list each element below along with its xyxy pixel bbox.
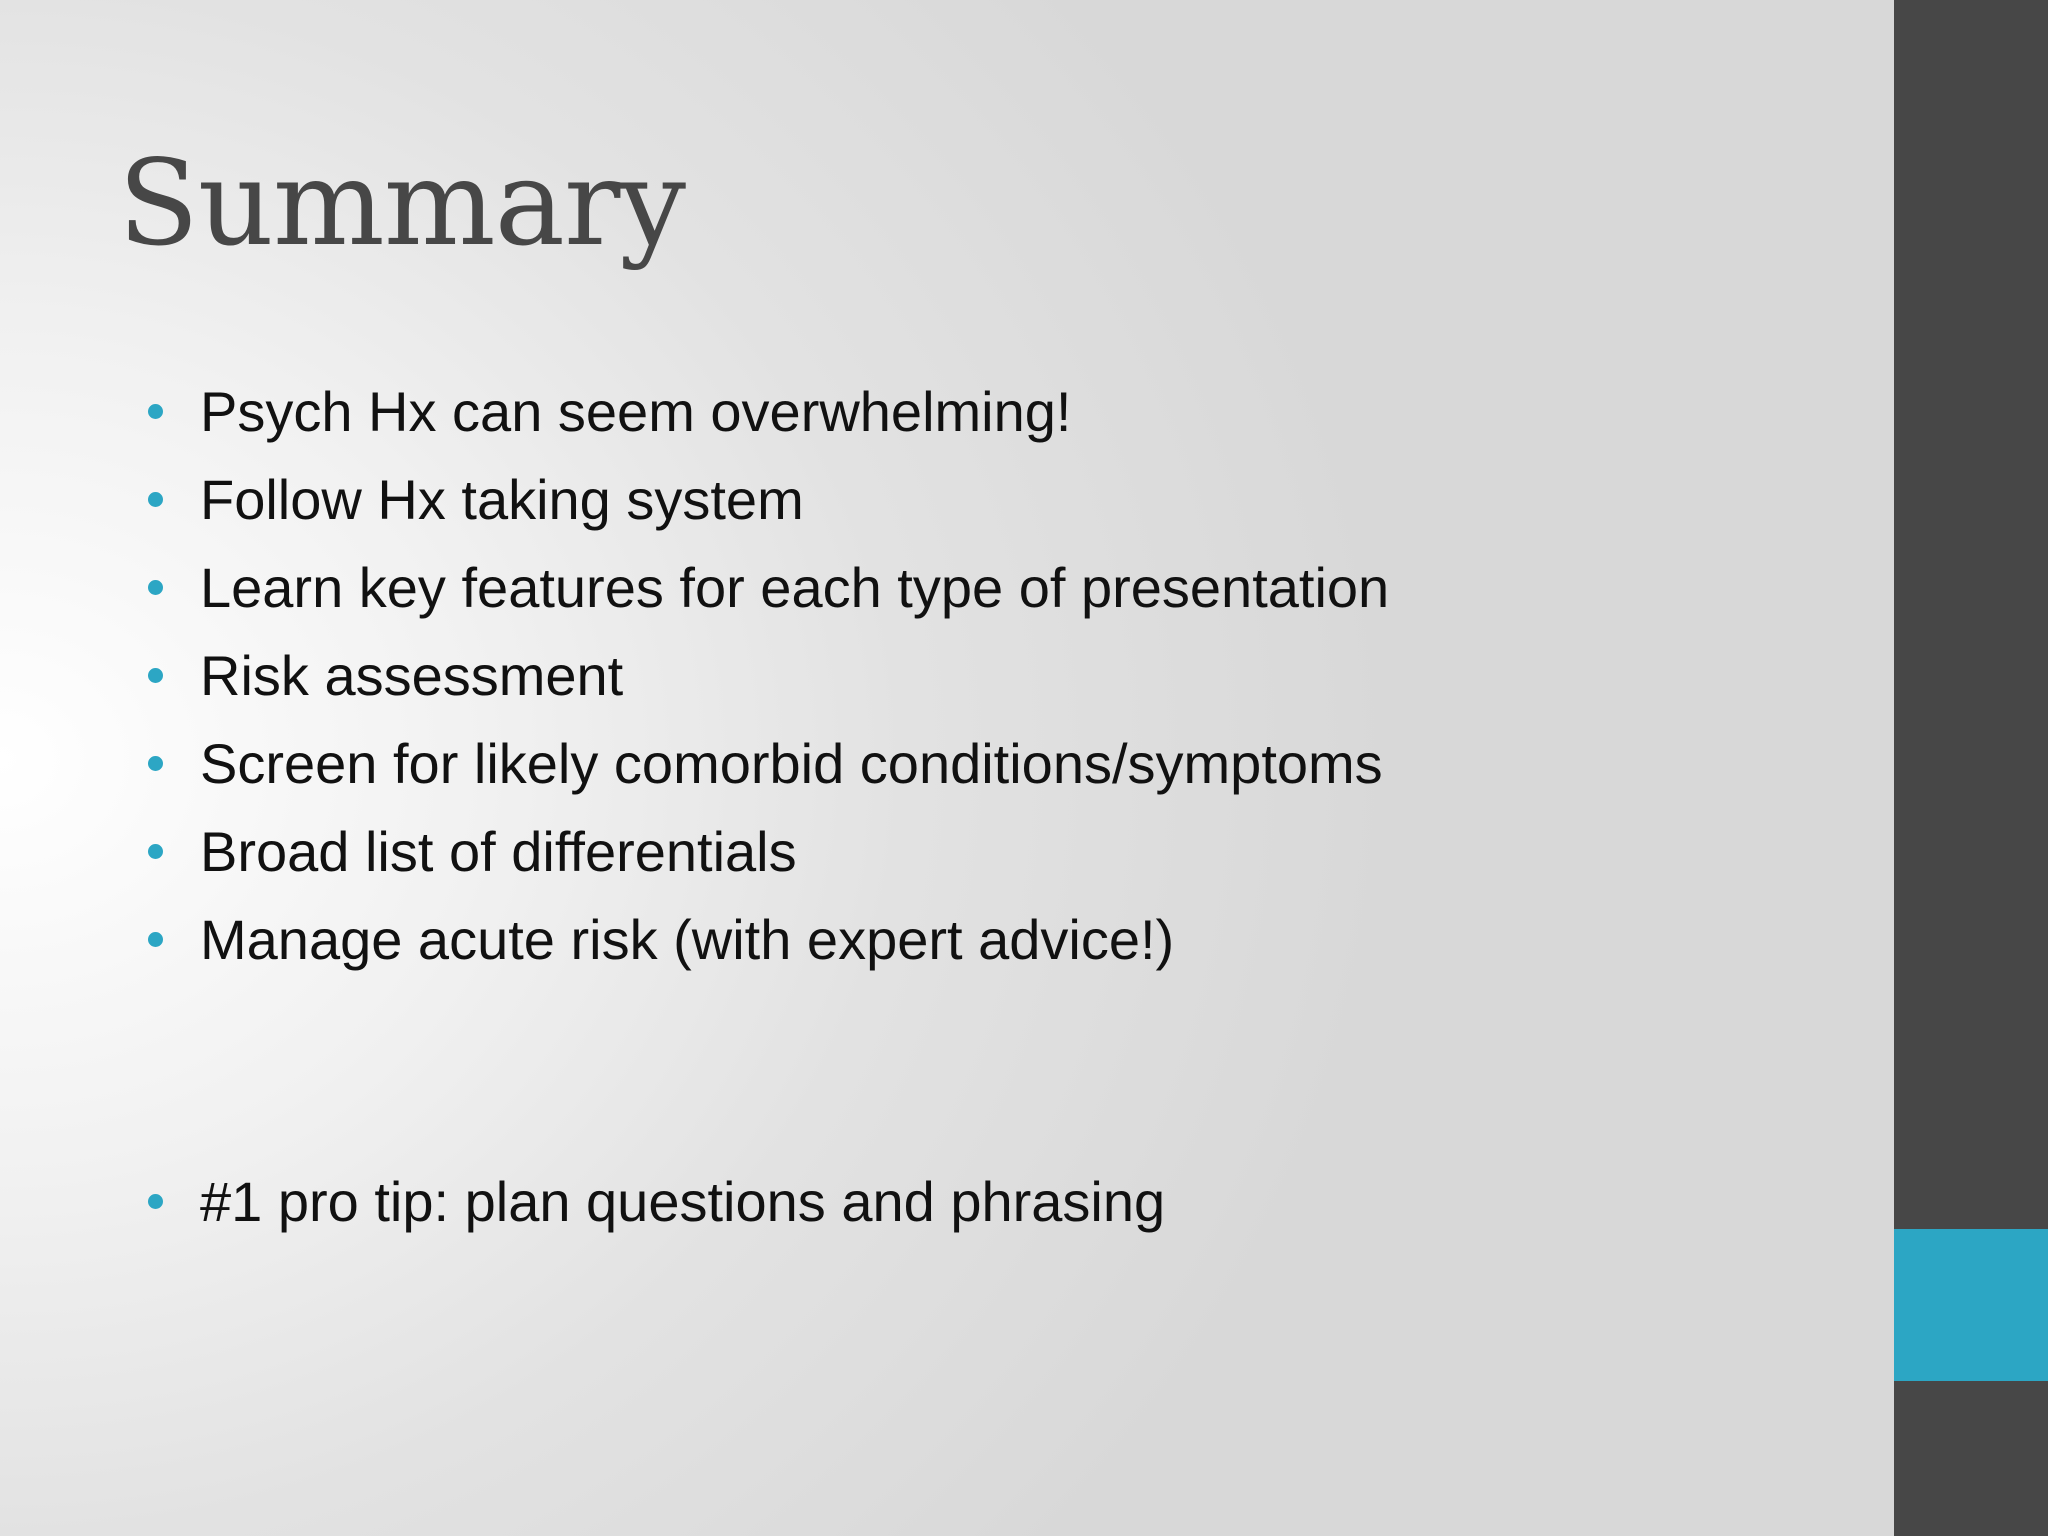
pro-tip-item — [148, 1158, 1848, 1246]
bullet-text: Risk assessment — [200, 644, 624, 707]
bullet-dot-icon — [148, 668, 163, 683]
bullet-text: Manage acute risk (with expert advice!) — [200, 908, 1175, 971]
bullet-item — [148, 632, 1848, 720]
bullet-dot-icon — [148, 844, 163, 859]
bullet-item — [148, 808, 1848, 896]
bullet-text: Screen for likely comorbid conditions/symptoms — [200, 732, 1383, 795]
bullet-text: Follow Hx taking system — [200, 468, 804, 531]
bullet-item — [148, 368, 1848, 456]
slide-title: Summary — [118, 134, 686, 272]
bullet-item — [148, 896, 1848, 984]
bullet-item — [148, 720, 1848, 808]
bullet-dot-icon — [148, 932, 163, 947]
bullet-dot-icon — [148, 756, 163, 771]
bullet-text: Learn key features for each type of presentation — [200, 556, 1390, 619]
bullet-dot-icon — [148, 492, 163, 507]
bullet-dot-icon — [148, 404, 163, 419]
pro-tip-text: #1 pro tip: plan questions and phrasing — [200, 1170, 1166, 1233]
bullet-dot-icon — [148, 580, 163, 595]
bullet-list — [148, 368, 1848, 1246]
bullet-item — [148, 456, 1848, 544]
bullet-dot-icon — [148, 1194, 163, 1209]
side-accent-block — [1894, 1229, 2048, 1381]
bullet-item — [148, 544, 1848, 632]
bullet-text: Broad list of differentials — [200, 820, 797, 883]
bullet-text: Psych Hx can seem overwhelming! — [200, 380, 1072, 443]
